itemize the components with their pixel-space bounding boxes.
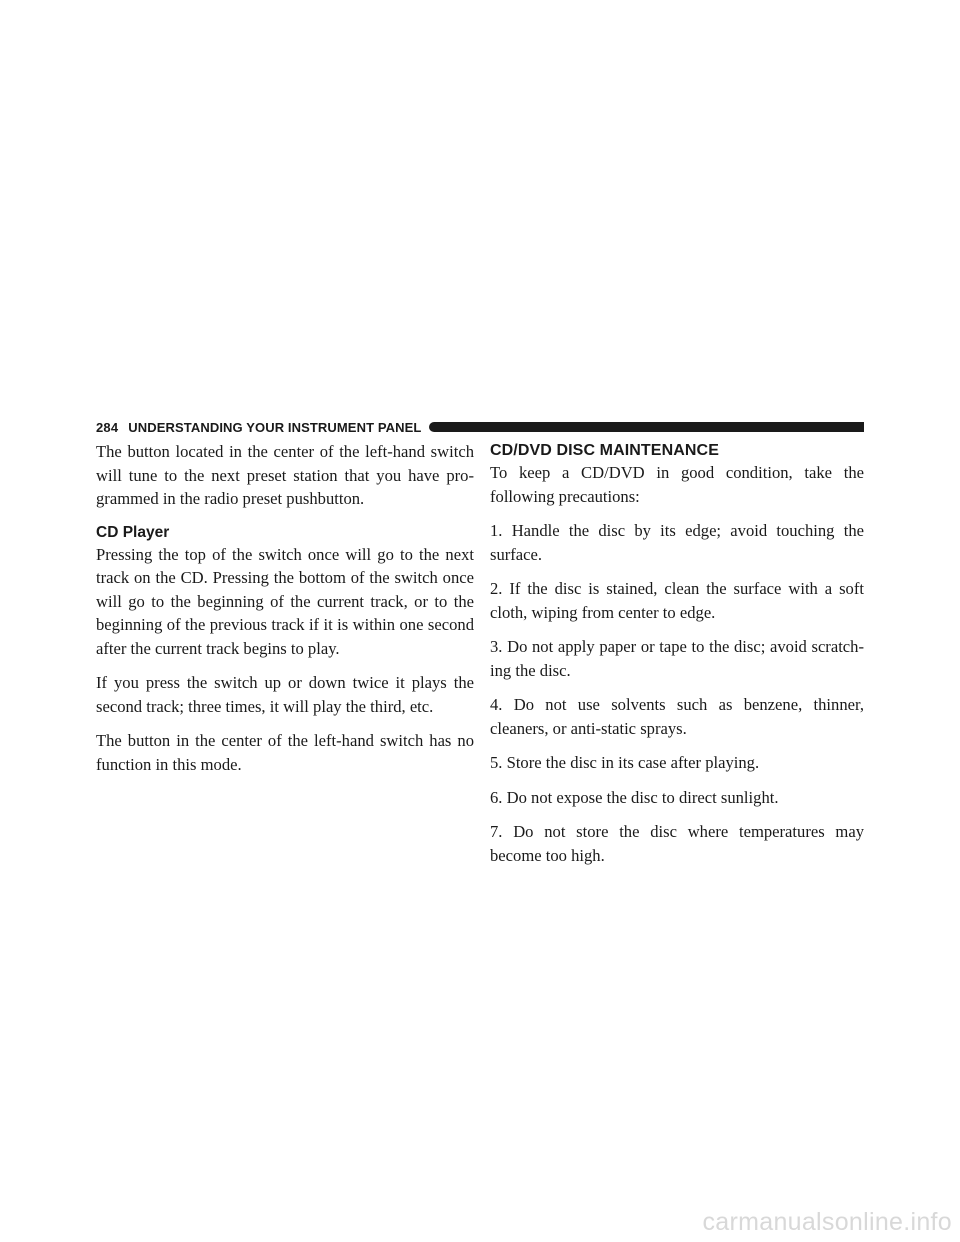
header-rule [429,422,864,432]
left-column [96,440,474,787]
list-item: 6. Do not expose the disc to direct sunlight. [490,787,779,807]
list-item: 5. Store the disc in its case after playing. [490,753,760,772]
maintenance-intro: To keep a CD/DVD in good condition, take the following precautions: [490,463,864,506]
list-item: 3. Do not apply paper or tape to the disc; avoid scratch-ing the disc. [490,637,864,680]
paragraph-track-switch: Pressing the top of the switch once will go to the next track on the CD. Pressing the bottom of the switch once will go to the beginning of the current track, or to the beginning of the previous track if it is within one second after the current track begins to play. [96,544,474,658]
paragraph-press-twice: If you press the switch up or down twice it plays the second track; three times, it will play the third, etc. [96,673,474,716]
list-item: 7. Do not store the disc where temperatures may become too high. [490,822,864,865]
right-column [490,440,864,878]
section-title: UNDERSTANDING YOUR INSTRUMENT PANEL [128,419,422,435]
disc-maintenance-heading: CD/DVD DISC MAINTENANCE [490,442,719,459]
list-item: 2. If the disc is stained, clean the surface with a soft cloth, wiping from center to edge. [490,579,864,622]
page-number: 284 [96,419,119,435]
paragraph-preset-button: The button located in the center of the left-hand switch will tune to the next preset station that you have pro-grammed in the radio preset pushbutton. [96,442,474,508]
page-header [96,416,864,438]
paragraph-center-button: The button in the center of the left-hand switch has no function in this mode. [96,731,474,774]
watermark: carmanualsonline.info [702,1208,952,1236]
list-item: 4. Do not use solvents such as benzene, thinner, cleaners, or anti-static sprays. [490,695,864,738]
cd-player-heading: CD Player [96,523,170,541]
list-item: 1. Handle the disc by its edge; avoid touching the surface. [490,521,864,564]
